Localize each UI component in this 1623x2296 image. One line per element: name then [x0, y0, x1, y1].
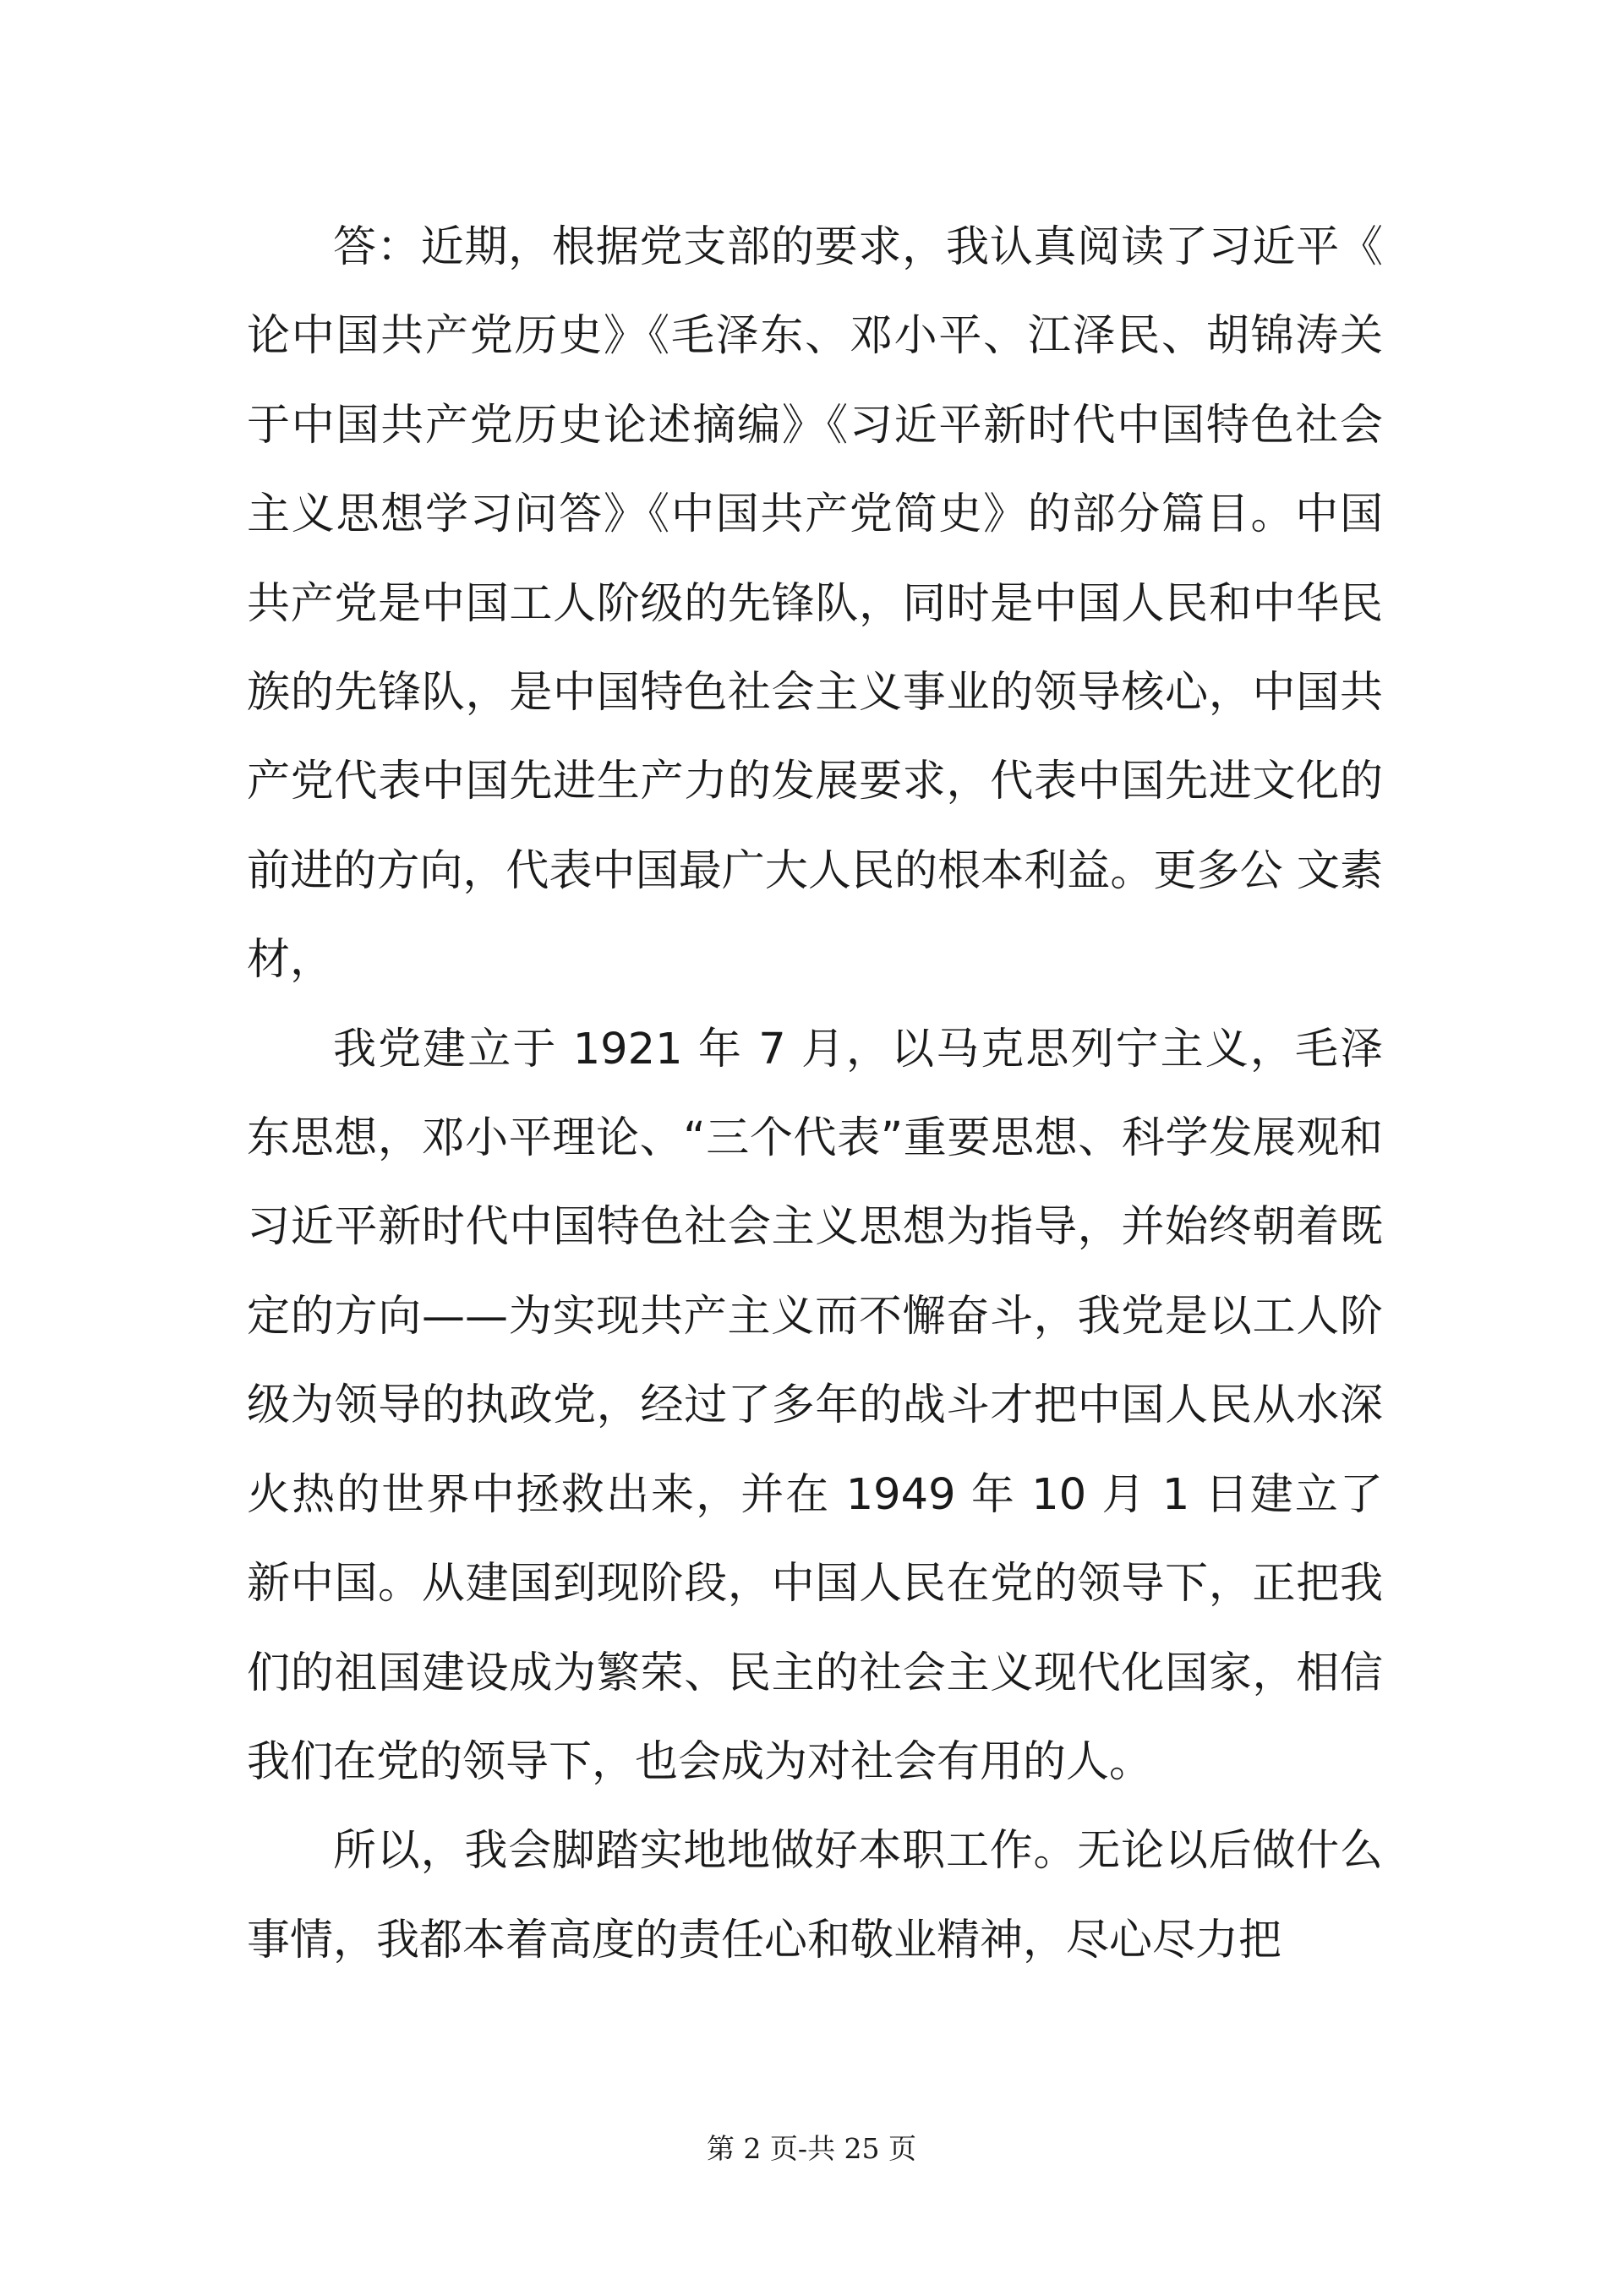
- paragraph-party-history: 我党建立于 1921 年 7 月，以马克思列宁主义，毛泽东思想，邓小平理论、“三个代表”重要思想、科学发展观和习近平新时代中国特色社会主义思想为指导，并始终朝着既定的方向——为实现共产主义而不懈奋斗，我党是以工人阶级为领导的执政党，经过了多年的战斗才把中国人民从水深火热的世界中拯救出来，并在 1949 年 10 月 1 日建立了新中国。从建国到现阶段，中国人民在党的领导下，正把我们的祖国建设成为繁荣、民主的社会主义现代化国家，相信我们在党的领导下，也会成为对社会有用的人。: [247, 1024, 1383, 1787]
- page-number-footer: 第 2 页-共 25 页: [706, 2132, 917, 2165]
- document-body: [247, 203, 1383, 1985]
- paragraph-answer: 答：近期，根据党支部的要求，我认真阅读了习近平《论中国共产党历史》《毛泽东、邓小平、江泽民、胡锦涛关于中国共产党历史论述摘编》《习近平新时代中国特色社会主义思想学习问答》《中国共产党简史》的部分篇目。中国共产党是中国工人阶级的先锋队，同时是中国人民和中华民族的先锋队，是中国特色社会主义事业的领导核心，中国共产党代表中国先进生产力的发展要求，代表中国先进文化的前进的方向，代表中国最广大人民的根本利益。更多公 文素材，: [247, 222, 1383, 986]
- paragraph-commitment: 所以，我会脚踏实地地做好本职工作。无论以后做什么事情，我都本着高度的责任心和敬业精神，尽心尽力把: [247, 1826, 1383, 1965]
